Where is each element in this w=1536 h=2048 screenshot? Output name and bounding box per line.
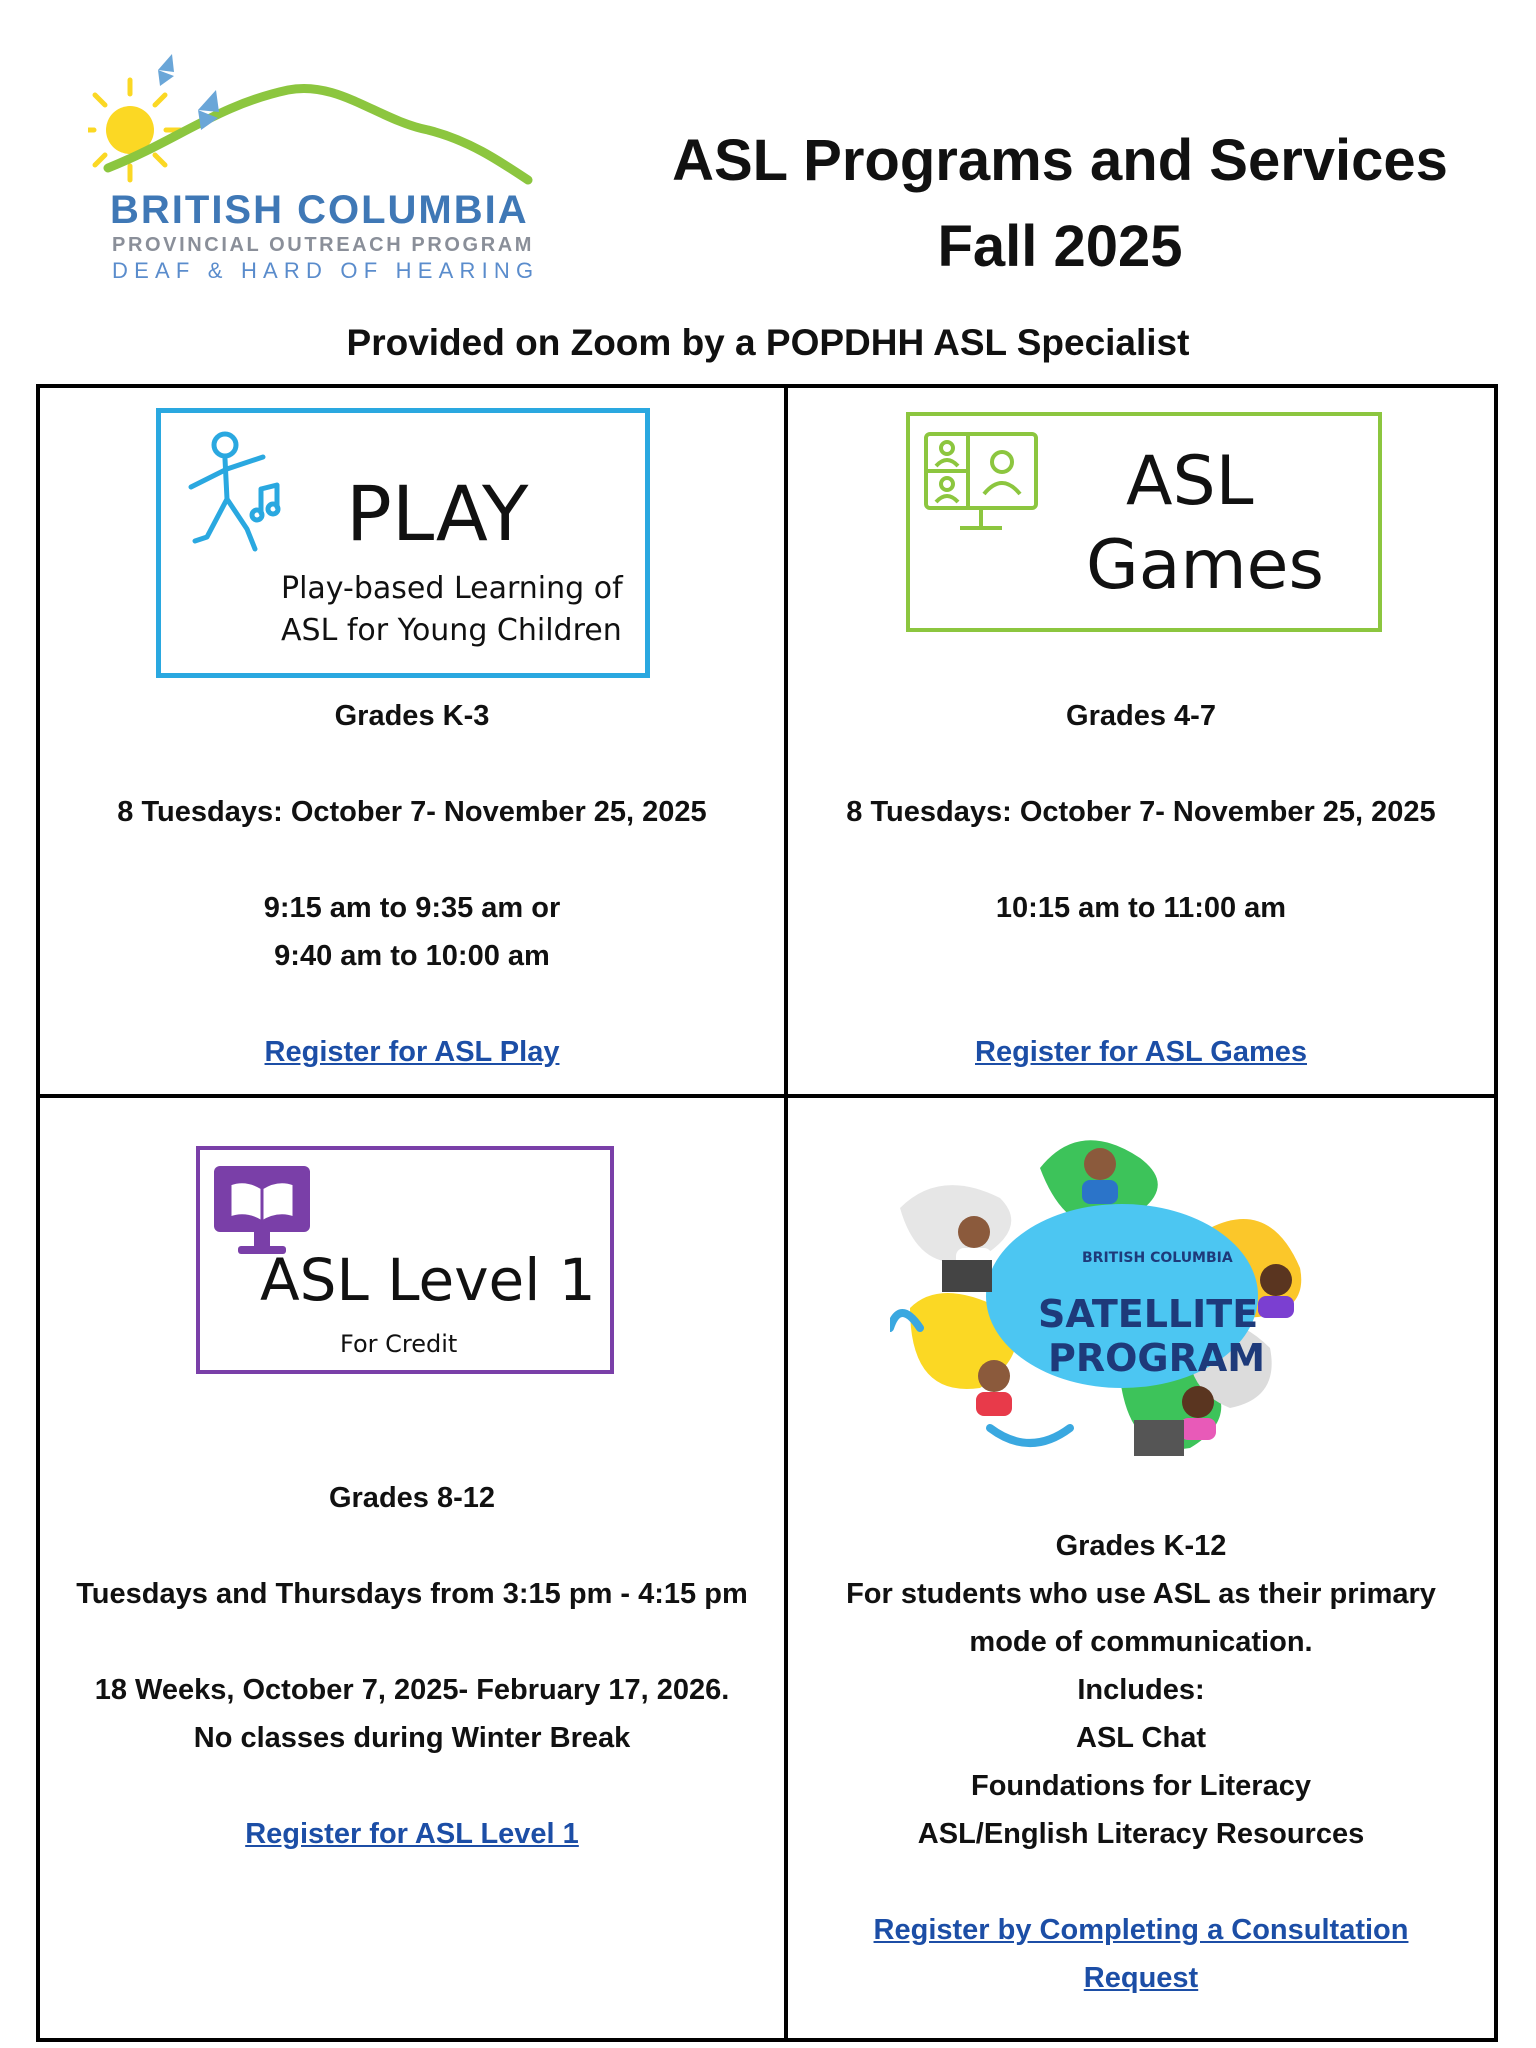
- register-consultation-link[interactable]: Register by Completing a Consultation: [873, 1914, 1409, 1946]
- asl-level-1-card: [196, 1146, 614, 1374]
- register-asl-games-link[interactable]: Register for ASL Games: [975, 1036, 1307, 1068]
- sun-icon: [88, 80, 180, 180]
- satellite-badge-line-1: SATELLITE: [1038, 1292, 1259, 1336]
- logo-graphic: [88, 50, 548, 210]
- satellite-desc-2: mode of communication.: [969, 1626, 1313, 1658]
- asl-games-card: [906, 412, 1382, 632]
- register-asl-level-1-link[interactable]: Register for ASL Level 1: [245, 1818, 579, 1850]
- asl-level-1-card-title: ASL Level 1: [260, 1246, 596, 1314]
- page-subtitle: Provided on Zoom by a POPDHH ASL Specialist: [346, 322, 1190, 363]
- play-card: [156, 408, 650, 678]
- play-dates: 8 Tuesdays: October 7- November 25, 2025: [117, 796, 707, 828]
- games-link-wrap: [788, 1036, 1494, 1069]
- satellite-link-wrap-2: [788, 1962, 1494, 1995]
- register-asl-play-link[interactable]: Register for ASL Play: [264, 1036, 560, 1068]
- popdhh-logo: [88, 50, 548, 290]
- satellite-include-2: Foundations for Literacy: [971, 1770, 1311, 1802]
- logo-line-3: DEAF & HARD OF HEARING: [112, 258, 540, 283]
- satellite-link-wrap-1: [788, 1914, 1494, 1947]
- play-card-subtitle-2: ASL for Young Children: [281, 613, 622, 648]
- page-title-line-2: Fall 2025: [937, 214, 1183, 279]
- satellite-program-illustration: [890, 1128, 1320, 1470]
- level-1-schedule: Tuesdays and Thursdays from 3:15 pm - 4:15 pm: [76, 1578, 748, 1610]
- level-1-grades: Grades 8-12: [328, 1482, 496, 1514]
- play-link-wrap: [40, 1036, 784, 1069]
- mountain-icon: [108, 88, 528, 180]
- play-time-1: 9:15 am to 9:35 am or: [263, 892, 561, 924]
- logo-line-1: BRITISH COLUMBIA: [110, 188, 529, 232]
- play-card-subtitle-1: Play-based Learning of: [281, 571, 623, 606]
- video-call-monitor-icon: [922, 430, 1040, 538]
- play-time-2: 9:40 am to 10:00 am: [274, 940, 550, 972]
- satellite-badge-org: BRITISH COLUMBIA: [1082, 1250, 1233, 1266]
- games-time: 10:15 am to 11:00 am: [995, 892, 1287, 924]
- asl-level-1-card-subtitle: For Credit: [340, 1330, 458, 1358]
- asl-games-card-title-2: Games: [1086, 526, 1324, 605]
- play-card-title: PLAY: [346, 469, 529, 558]
- satellite-badge-line-2: PROGRAM: [1048, 1336, 1266, 1380]
- page-title: [620, 118, 1500, 290]
- asl-games-card-title-1: ASL: [1126, 442, 1254, 521]
- dancing-child-icon: [177, 429, 287, 559]
- games-dates: 8 Tuesdays: October 7- November 25, 2025: [846, 796, 1436, 828]
- games-grades: Grades 4-7: [1066, 700, 1216, 732]
- page-title-line-1: ASL Programs and Services: [672, 128, 1448, 193]
- level-1-note: No classes during Winter Break: [193, 1722, 631, 1754]
- satellite-include-3: ASL/English Literacy Resources: [917, 1818, 1365, 1850]
- satellite-include-1: ASL Chat: [1076, 1722, 1206, 1754]
- level-1-dates: 18 Weeks, October 7, 2025- February 17, 2026.: [94, 1674, 730, 1706]
- level-1-link-wrap: [40, 1818, 784, 1851]
- satellite-grades: Grades K-12: [1055, 1530, 1227, 1562]
- satellite-includes-label: Includes:: [1077, 1674, 1205, 1706]
- butterfly-icon: [158, 54, 219, 130]
- book-monitor-icon: [210, 1162, 314, 1258]
- register-consultation-link-line-2[interactable]: Request: [1083, 1962, 1199, 1994]
- satellite-desc-1: For students who use ASL as their primary: [846, 1578, 1436, 1610]
- grid-divider-horizontal: [36, 1094, 1498, 1098]
- play-grades: Grades K-3: [334, 700, 490, 732]
- logo-line-2: PROVINCIAL OUTREACH PROGRAM: [112, 234, 535, 256]
